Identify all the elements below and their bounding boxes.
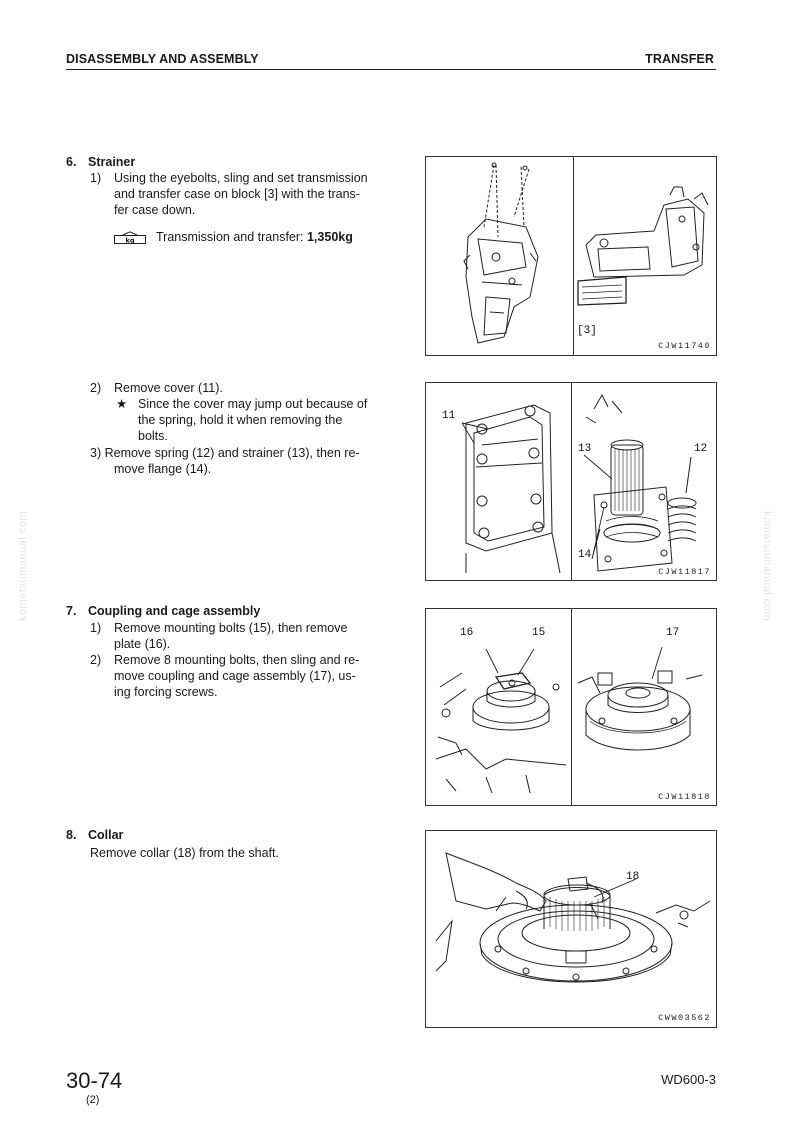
- step-number: 1): [90, 621, 102, 635]
- section-strainer-heading: [66, 155, 135, 169]
- watermark-left: komatsumanual.com: [17, 511, 29, 621]
- figure-coupling-cage: [425, 608, 717, 806]
- weight-line: [114, 229, 414, 245]
- label-13: 13: [578, 443, 592, 455]
- star-note-icon: ★: [116, 397, 128, 411]
- figure-strainer-sling: [425, 156, 717, 356]
- step-text-line: Remove mounting bolts (15), then remove: [114, 621, 348, 635]
- label-15: 15: [532, 627, 546, 639]
- section-title: Strainer: [88, 155, 136, 169]
- section-title: Collar: [88, 828, 124, 842]
- step-text-line: fer case down.: [114, 203, 196, 217]
- label-16: 16: [460, 627, 474, 639]
- section-number: 7.: [66, 604, 77, 618]
- page-number: 30-74: [66, 1068, 123, 1093]
- header-section-title: DISASSEMBLY AND ASSEMBLY: [66, 52, 259, 66]
- weight-kg-icon: [114, 231, 146, 244]
- step-text-line: ing forcing screws.: [114, 685, 218, 699]
- figure-code: CJW11818: [658, 792, 711, 802]
- collar-step: Remove collar (18) from the shaft.: [90, 846, 279, 860]
- label-14: 14: [578, 549, 592, 561]
- label-11: 11: [442, 410, 456, 422]
- transmission-sling-illustration: [426, 157, 716, 355]
- header-chapter-title: TRANSFER: [645, 52, 714, 66]
- watermark-right: komatsumanual.com: [761, 511, 773, 621]
- step-text-line: Remove 8 mounting bolts, then sling and re-: [114, 653, 360, 667]
- step-text-line: 3) Remove spring (12) and strainer (13), then re-: [90, 446, 360, 460]
- coupling-step-2: [90, 652, 400, 700]
- label-block-3: [3]: [577, 325, 597, 337]
- label-12: 12: [694, 443, 708, 455]
- section-collar-heading: [66, 828, 123, 842]
- step-number: 1): [90, 171, 102, 185]
- model-number: WD600-3: [661, 1072, 716, 1087]
- cover-spring-illustration: [426, 383, 716, 580]
- figure-code: CJW11740: [658, 341, 711, 351]
- section-coupling-heading: [66, 604, 260, 618]
- section-number: 8.: [66, 828, 77, 842]
- note-text-line: Since the cover may jump out because of: [138, 397, 368, 411]
- step-number: 2): [90, 381, 102, 395]
- step-text-line: move coupling and cage assembly (17), us-: [114, 669, 356, 683]
- section-number: 6.: [66, 155, 77, 169]
- step-text-line: and transfer case on block [3] with the trans-: [114, 187, 360, 201]
- figure-code: CWW03562: [658, 1013, 711, 1023]
- step-text-line: move flange (14).: [114, 462, 212, 476]
- figure-collar: [425, 830, 717, 1028]
- weight-label: Transmission and transfer:: [156, 230, 307, 244]
- step-number: 2): [90, 653, 102, 667]
- section-title: Coupling and cage assembly: [88, 604, 261, 618]
- strainer-step-2: [90, 380, 223, 396]
- step-text-line: Remove cover (11).: [114, 381, 223, 395]
- collar-removal-illustration: [426, 831, 716, 1027]
- strainer-note: [116, 396, 406, 444]
- page-revision: (2): [86, 1094, 100, 1106]
- note-text-line: the spring, hold it when removing the: [138, 413, 343, 427]
- weight-value: 1,350kg: [306, 230, 353, 244]
- header-rule: [66, 69, 716, 70]
- label-18: 18: [626, 871, 640, 883]
- strainer-step-3: [90, 445, 400, 477]
- figure-cover-spring: [425, 382, 717, 581]
- coupling-step-1: [90, 620, 400, 652]
- step-text-line: plate (16).: [114, 637, 171, 651]
- label-17: 17: [666, 627, 680, 639]
- strainer-step-1: [90, 170, 400, 218]
- kg-icon-label: kg: [125, 236, 135, 245]
- note-text-line: bolts.: [138, 429, 168, 443]
- figure-code: CJW11817: [658, 567, 711, 577]
- step-text-line: Using the eyebolts, sling and set transmission: [114, 171, 368, 185]
